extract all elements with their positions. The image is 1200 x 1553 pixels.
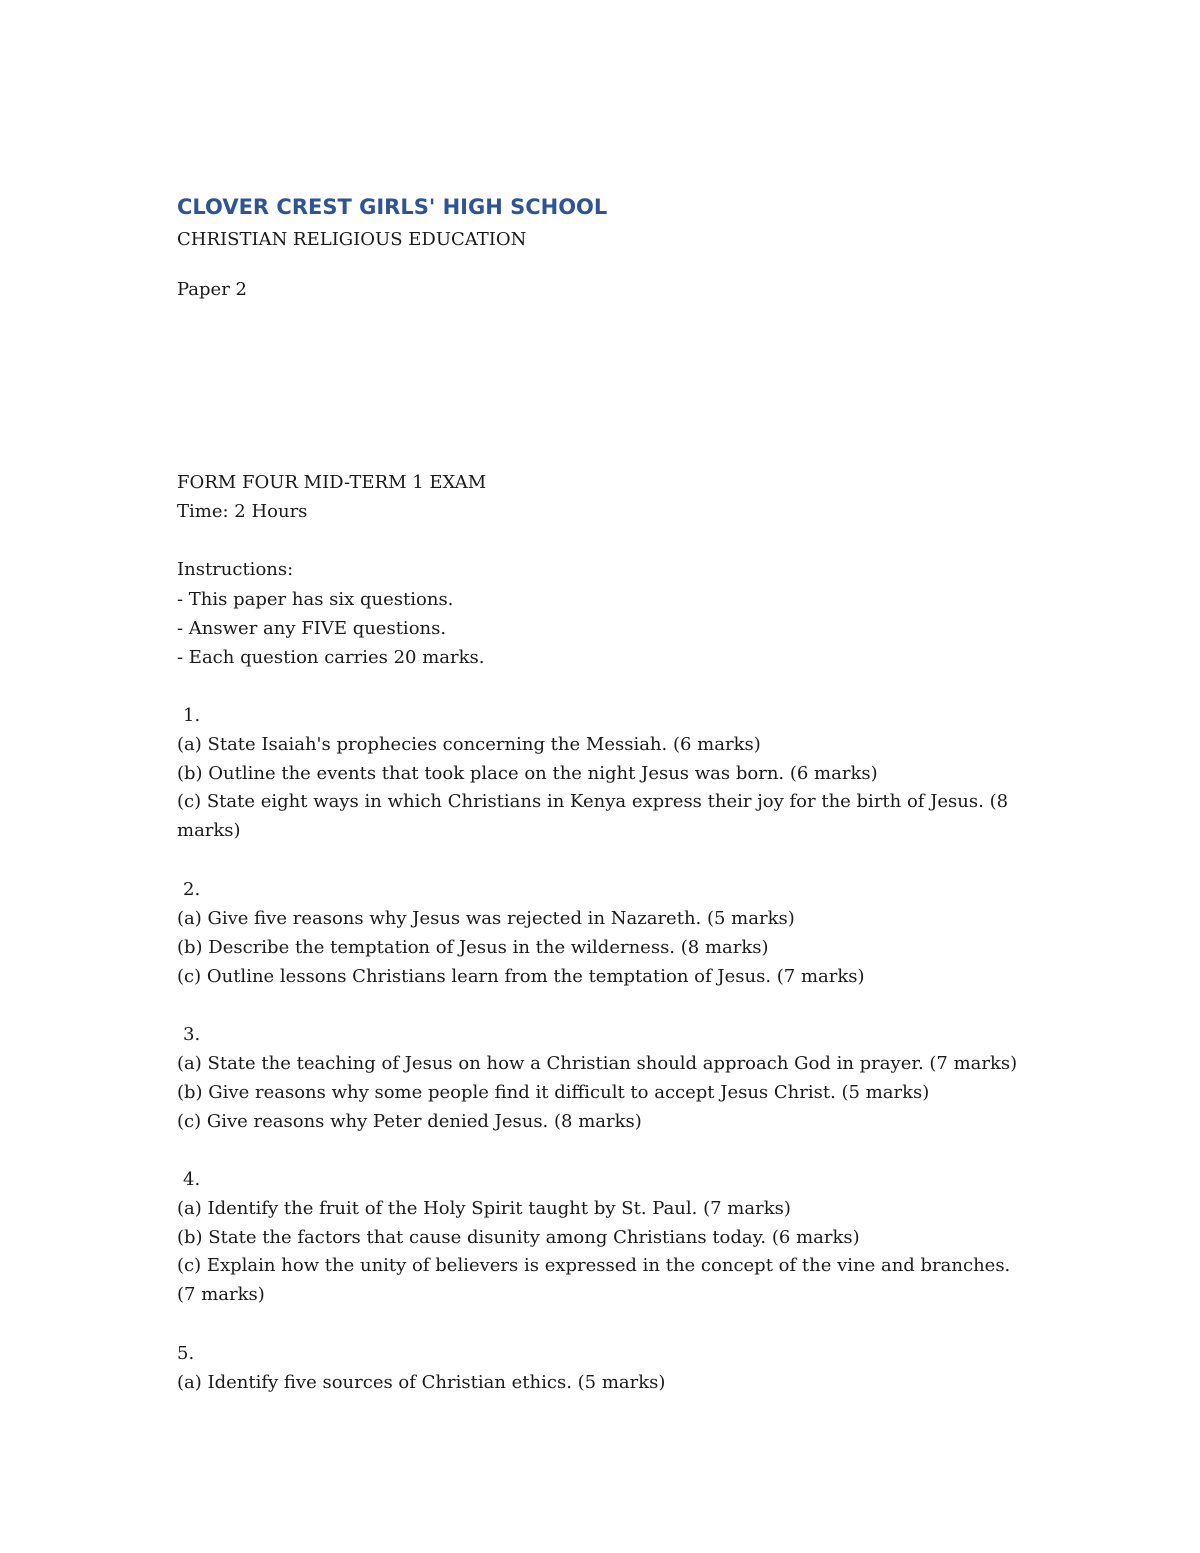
question-part: (a) State Isaiah's prophecies concerning the Messiah. (6 marks) [177,734,761,755]
question-number: 4. [183,1169,201,1190]
school-name: CLOVER CREST GIRLS' HIGH SCHOOL [177,195,608,219]
question-part: (a) Identify the fruit of the Holy Spirit taught by St. Paul. (7 marks) [177,1198,791,1219]
exam-time: Time: 2 Hours [177,501,308,522]
exam-title: FORM FOUR MID-TERM 1 EXAM [177,472,487,493]
question-part: (a) Identify five sources of Christian ethics. (5 marks) [177,1372,666,1393]
question-number: 2. [183,879,201,900]
question-part: (b) State the factors that cause disunity among Christians today. (6 marks) [177,1227,860,1248]
question-part: (c) State eight ways in which Christians in Kenya express their joy for the birth of Jesus. (8 marks) [177,791,1009,841]
instruction-item: - Answer any FIVE questions. [177,618,447,639]
question-part: (c) Outline lessons Christians learn from the temptation of Jesus. (7 marks) [177,966,865,987]
instruction-item: - This paper has six questions. [177,589,454,610]
question-part: (b) Describe the temptation of Jesus in the wilderness. (8 marks) [177,937,769,958]
instruction-item: - Each question carries 20 marks. [177,647,485,668]
question-part: (a) Give five reasons why Jesus was rejected in Nazareth. (5 marks) [177,908,795,929]
instructions-heading: Instructions: [177,559,294,580]
subject-title: CHRISTIAN RELIGIOUS EDUCATION [177,229,527,250]
question-part: (c) Explain how the unity of believers is expressed in the concept of the vine and branches. (7 marks) [177,1255,1011,1305]
question-number: 5. [177,1343,195,1364]
question-part: (a) State the teaching of Jesus on how a Christian should approach God in prayer. (7 marks) [177,1053,1018,1074]
paper-number: Paper 2 [177,279,247,300]
question-part: (b) Give reasons why some people find it difficult to accept Jesus Christ. (5 marks) [177,1082,930,1103]
question-number: 1. [183,705,201,726]
question-number: 3. [183,1024,201,1045]
question-part: (b) Outline the events that took place on the night Jesus was born. (6 marks) [177,763,878,784]
question-part: (c) Give reasons why Peter denied Jesus. (8 marks) [177,1111,642,1132]
